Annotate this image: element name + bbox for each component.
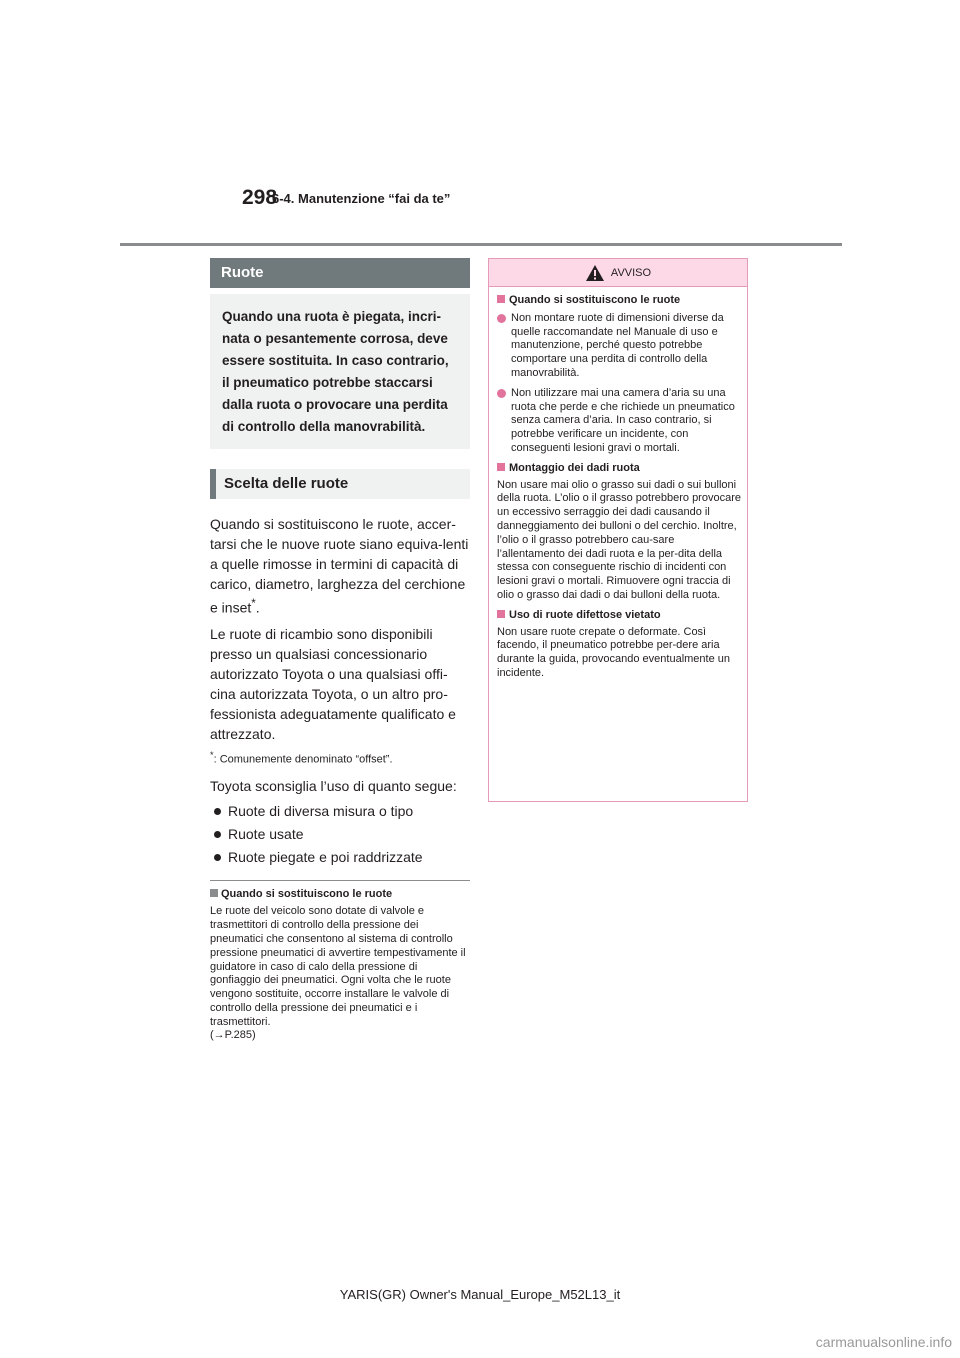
list-item: Ruote di diversa misura o tipo bbox=[210, 802, 470, 820]
square-bullet-icon bbox=[210, 889, 218, 897]
warning-subheading: Quando si sostituiscono le ruote bbox=[497, 294, 741, 308]
bullet-icon bbox=[214, 808, 221, 815]
page-reference[interactable]: P.285 bbox=[224, 1029, 252, 1042]
footer: YARIS(GR) Owner's Manual_Europe_M52L13_it bbox=[339, 1287, 621, 1302]
subsection-title: Scelta delle ruote bbox=[210, 469, 470, 499]
square-bullet-icon bbox=[497, 463, 505, 471]
paragraph-not-recommended: Toyota sconsiglia l’uso di quanto segue: bbox=[210, 778, 457, 795]
warning-item: Non montare ruote di dimensioni diverse da quelle raccomandate nel Manuale di uso e manutenzione, perché questo potrebbe comportare una perdita di controllo della manovrabilità. bbox=[497, 312, 741, 381]
footnote-marker: * bbox=[251, 597, 256, 610]
paragraph-wheel-equivalence: Quando si sostituiscono le ruote, accer-tarsi che le nuove ruote siano equiva-lenti a quelle rimosse in termini di capacità di carico, diametro, larghezza del cerchione e inset*. bbox=[210, 516, 469, 616]
bullet-list bbox=[210, 802, 470, 866]
list-item: Ruote usate bbox=[210, 825, 470, 843]
warning-paragraph: Non usare mai olio o grasso sui dadi o sui bulloni della ruota. L’olio o il grasso potrebbero provocare un eccessivo serraggio dei dadi causando il danneggiamento dei bulloni o del cerchio. Inoltre, l’olio o il grasso potrebbero cau-sare l’allentamento dei dadi ruota e la per-dita della stessa con conseguente rischio di incidenti con lesioni gravi o mortali. Rimuovere ogni traccia di olio o grasso dai dadi o dai bulloni della ruota. bbox=[497, 478, 741, 601]
warning-title: AVVISO bbox=[610, 266, 652, 279]
circle-bullet-icon bbox=[497, 389, 506, 398]
bullet-icon bbox=[214, 831, 221, 838]
arrow-icon: → bbox=[213, 1029, 225, 1042]
warning-paragraph: Non usare ruote crepate o deformate. Così facendo, il pneumatico potrebbe per-dere aria durante la guida, provocando eventualmente un incidente. bbox=[497, 625, 731, 679]
square-bullet-icon bbox=[497, 610, 505, 618]
note-title: Quando si sostituiscono le ruote bbox=[210, 887, 470, 901]
body-text bbox=[210, 514, 470, 866]
warning-subheading: Montaggio dei dadi ruota bbox=[497, 462, 741, 476]
note-divider bbox=[210, 880, 470, 881]
warning-subheading: Uso di ruote difettose vietato bbox=[497, 609, 741, 623]
left-column bbox=[210, 258, 470, 1043]
paragraph-spare-availability: Le ruote di ricambio sono disponibili presso un qualsiasi concessionario autorizzato Toyota o una qualsiasi offi-cina autorizzata Toyota, o un altro pro-fessionista adeguatamente qualificato e attrezzato. bbox=[210, 625, 456, 742]
warning-triangle-icon bbox=[585, 264, 605, 282]
page-number: 298 bbox=[242, 186, 278, 209]
header-divider bbox=[120, 243, 842, 246]
square-bullet-icon bbox=[497, 295, 505, 303]
note-text: Le ruote del veicolo sono dotate di valvole e trasmettitori di controllo della pressione dei pneumatici che consentono al sistema di controllo pressione pneumatici di avvertire tempestivamente il guidatore in caso di calo della pressione di gonfiaggio dei pneumatici. Ogni volta che le ruote vengono sostituite, occorre installare le valvole di controllo della pressione dei pneumatici e i trasmettitori. (→P.285) bbox=[210, 905, 466, 1042]
intro-box: Quando una ruota è piegata, incri-nata o pesantemente corrosa, deve essere sostituita. In caso contrario, il pneumatico potrebbe staccarsi dalla ruota o provocare una perdita di controllo della manovrabilità. bbox=[210, 294, 470, 449]
watermark: carmanualsonline.info bbox=[815, 1334, 952, 1350]
section-header: 6-4. Manutenzione “fai da te” bbox=[272, 191, 451, 206]
section-title: Ruote bbox=[210, 258, 470, 288]
warning-body bbox=[489, 287, 747, 681]
bullet-icon bbox=[214, 854, 221, 861]
list-item: Ruote piegate e poi raddrizzate bbox=[210, 848, 470, 866]
warning-item: Non utilizzare mai una camera d’aria su una ruota che perde e che richiede un pneumatico senza camera d’aria. In caso contrario, si potrebbe verificare un incidente, con conseguenti lesioni gravi o mortali. bbox=[497, 387, 741, 456]
warning-header bbox=[489, 259, 747, 287]
warning-box bbox=[488, 258, 748, 802]
circle-bullet-icon bbox=[497, 314, 506, 323]
footnote: *: Comunemente denominato “offset”. bbox=[210, 749, 393, 766]
